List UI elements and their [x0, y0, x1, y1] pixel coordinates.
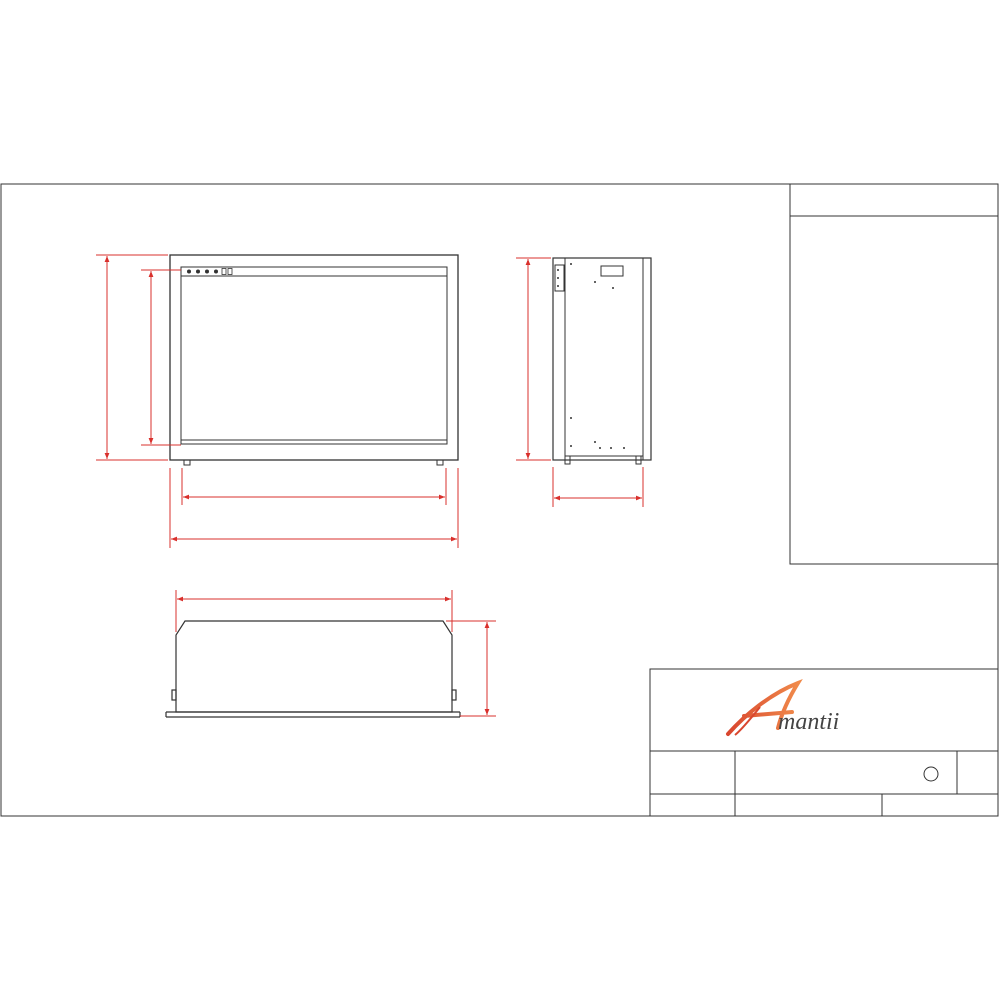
- top-view: [166, 621, 460, 717]
- side-view: [553, 258, 651, 464]
- control-buttons: [187, 269, 232, 275]
- top-dimension-lines: [176, 590, 496, 716]
- csa-cert-icon: [924, 767, 938, 781]
- logo-text: mantii: [778, 709, 840, 735]
- title-block: [650, 669, 998, 816]
- front-view: [170, 255, 458, 465]
- front-dimension-lines: [96, 255, 458, 548]
- side-dimension-lines: [516, 258, 643, 507]
- spec-table: [790, 184, 998, 564]
- amantii-logo: [728, 683, 839, 735]
- side-screw-dots: [557, 263, 625, 449]
